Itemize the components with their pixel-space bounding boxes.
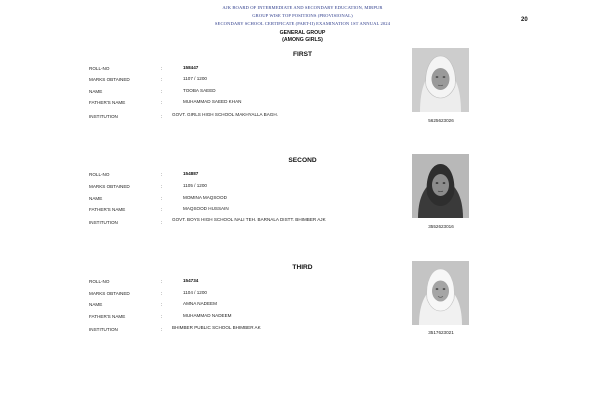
roll-no-value: 154734 bbox=[183, 278, 199, 283]
institution-value: GOVT. BOYS HIGH SCHOOL NALI TEH. BARNALA DISTT. BHIMBER AJK bbox=[172, 217, 326, 222]
separator: : bbox=[161, 196, 163, 201]
position-title: THIRD bbox=[292, 264, 313, 271]
name-label: NAME bbox=[89, 302, 103, 307]
father-name-value: MUHAMMAD NADEEM bbox=[183, 313, 232, 318]
group-title: GENERAL GROUP bbox=[279, 30, 326, 36]
separator: : bbox=[161, 207, 163, 212]
marks-value: 1105 / 1200 bbox=[183, 183, 207, 188]
roll-no-value: 158447 bbox=[183, 65, 199, 70]
position-title: FIRST bbox=[292, 51, 313, 58]
cnic-number: 5625623026 bbox=[428, 118, 454, 123]
separator: : bbox=[161, 89, 163, 94]
separator: : bbox=[161, 279, 163, 284]
father-name-label: FATHER'S NAME bbox=[89, 207, 126, 212]
student-photo bbox=[412, 154, 469, 218]
separator: : bbox=[161, 314, 163, 319]
institution-value: GOVT. GIRLS HIGH SCHOOL MAKHYALLA BAGH. bbox=[172, 112, 278, 117]
separator: : bbox=[161, 66, 163, 71]
position-title: SECOND bbox=[288, 157, 317, 164]
separator: : bbox=[161, 184, 163, 189]
separator: : bbox=[161, 172, 163, 177]
cnic-number: 3552623016 bbox=[428, 224, 454, 229]
name-value: MOMINA MAQSOOD bbox=[183, 195, 227, 200]
marks-value: 1104 / 1200 bbox=[183, 290, 207, 295]
name-value: TOOBA SAEED bbox=[183, 88, 216, 93]
name-label: NAME bbox=[89, 89, 103, 94]
report-title: GROUP WISE TOP POSITIONS (PROVISIONAL) bbox=[252, 13, 353, 18]
roll-no-value: 154887 bbox=[183, 171, 199, 176]
father-name-value: MUHAMMAD SAEED KHAN bbox=[183, 99, 242, 104]
roll-no-label: ROLL-NO bbox=[89, 172, 110, 177]
separator: : bbox=[161, 77, 163, 82]
marks-label: MARKS OBTAINED bbox=[89, 291, 130, 296]
page-number: 20 bbox=[521, 17, 528, 23]
father-name-label: FATHER'S NAME bbox=[89, 314, 126, 319]
group-subtitle: (AMONG GIRLS) bbox=[282, 37, 323, 43]
institution-label: INSTITUTION bbox=[89, 114, 118, 119]
institution-label: INSTITUTION bbox=[89, 220, 118, 225]
father-name-value: MAQSOOD HUSSAIN bbox=[183, 206, 229, 211]
separator: : bbox=[161, 114, 163, 119]
separator: : bbox=[161, 220, 163, 225]
separator: : bbox=[161, 100, 163, 105]
institution-value: BHIMBER PUBLIC SCHOOL BHIMBER AK bbox=[172, 325, 261, 330]
father-name-label: FATHER'S NAME bbox=[89, 100, 126, 105]
separator: : bbox=[161, 291, 163, 296]
name-label: NAME bbox=[89, 196, 103, 201]
student-photo bbox=[412, 261, 469, 325]
exam-title: SECONDARY SCHOOL CERTIFICATE (PART-II) EXAMINATION 1ST ANNUAL 2024 bbox=[214, 21, 391, 26]
roll-no-label: ROLL-NO bbox=[89, 279, 110, 284]
separator: : bbox=[161, 302, 163, 307]
student-photo bbox=[412, 48, 469, 112]
marks-label: MARKS OBTAINED bbox=[89, 77, 130, 82]
institution-label: INSTITUTION bbox=[89, 327, 118, 332]
separator: : bbox=[161, 327, 163, 332]
marks-label: MARKS OBTAINED bbox=[89, 184, 130, 189]
roll-no-label: ROLL-NO bbox=[89, 66, 110, 71]
name-value: AMNA NADEEM bbox=[183, 301, 217, 306]
cnic-number: 3517623021 bbox=[428, 330, 454, 335]
board-title: AJK BOARD OF INTERMEDIATE AND SECONDARY EDUCATION, MIRPUR bbox=[222, 5, 383, 10]
marks-value: 1107 / 1200 bbox=[183, 76, 207, 81]
